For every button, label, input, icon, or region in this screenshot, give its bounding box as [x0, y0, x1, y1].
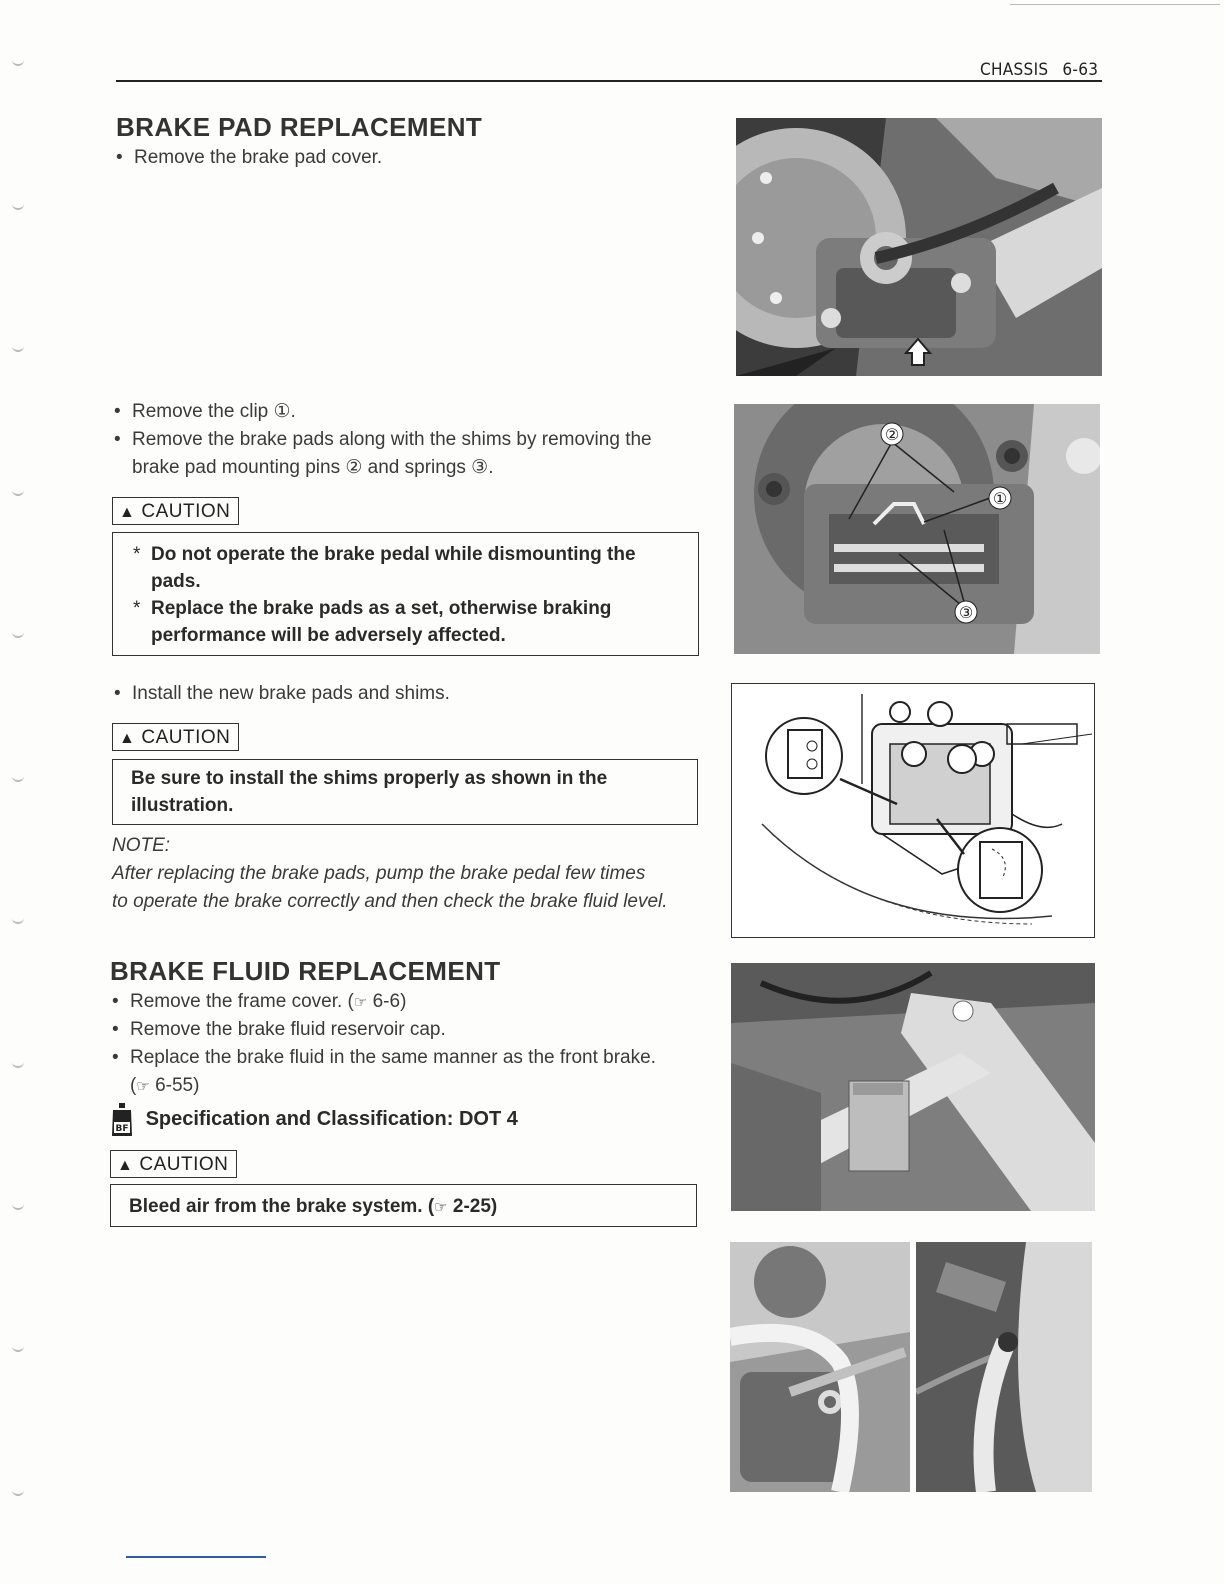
list-item: • Remove the brake fluid reservoir cap.: [112, 1019, 446, 1040]
list-item: • Remove the brake pads along with the shims by removing the brake pad mounting pins ② and springs ③.: [114, 429, 652, 478]
list-item: • Remove the frame cover. (☞ 6-6): [112, 991, 407, 1012]
photo-caliper-cover: [736, 118, 1102, 376]
warning-icon: ▲: [117, 1157, 134, 1174]
callout-2: ②: [884, 427, 900, 444]
warning-icon: ▲: [119, 504, 136, 521]
list-item: • Remove the brake pad cover.: [116, 147, 383, 168]
scan-line: [1010, 4, 1220, 5]
caution-item: * Do not operate the brake pedal while dismounting the pads.: [133, 544, 636, 592]
list-item: • Remove the clip ①.: [114, 401, 296, 422]
note: NOTE: After replacing the brake pads, pump the brake pedal few times to operate the brake correctly and then check the brake fluid level.: [112, 832, 712, 916]
footer-rule: [126, 1556, 266, 1558]
reference-icon: ☞: [136, 1077, 150, 1095]
page-header: [980, 60, 1098, 80]
list-item: • Install the new brake pads and shims.: [114, 683, 450, 704]
photo-bleeder-right: [916, 1242, 1092, 1492]
note-label: NOTE:: [112, 835, 171, 856]
callout-1: ①: [992, 491, 1008, 508]
reference-icon: ☞: [353, 993, 368, 1011]
warning-icon: ▲: [119, 730, 136, 747]
caution-box: [112, 532, 699, 656]
caution-item: * Replace the brake pads as a set, otherwise braking performance will be adversely affected.: [133, 598, 612, 646]
photo-reservoir: [731, 963, 1095, 1211]
header-section: CHASSIS: [980, 60, 1049, 80]
caution-label: ▲ CAUTION: [112, 497, 239, 525]
header-rule: [116, 80, 1102, 82]
caution-label: ▲ CAUTION: [110, 1150, 237, 1178]
reference-icon: ☞: [434, 1198, 448, 1216]
photo-bleeder-left: [730, 1242, 910, 1492]
svg-text:BF: BF: [115, 1124, 129, 1134]
specification: BF Specification and Classification: DOT 4: [110, 1102, 518, 1138]
illustration-shims: [731, 683, 1095, 938]
section-title-pad: BRAKE PAD REPLACEMENT: [116, 112, 483, 142]
caution-box: Bleed air from the brake system. (☞ 2-25): [110, 1184, 697, 1227]
section-title-fluid: BRAKE FLUID REPLACEMENT: [110, 956, 501, 986]
list-item: • Replace the brake fluid in the same manner as the front brake. (☞ 6-55): [112, 1047, 656, 1096]
caution-box: Be sure to install the shims properly as shown in the illustration.: [112, 759, 698, 825]
callout-3: ③: [958, 605, 974, 622]
brake-fluid-icon: [110, 1102, 134, 1138]
page-number: 6-63: [1062, 60, 1099, 80]
caution-label: ▲ CAUTION: [112, 723, 239, 751]
photo-caliper-pins: [734, 404, 1100, 654]
